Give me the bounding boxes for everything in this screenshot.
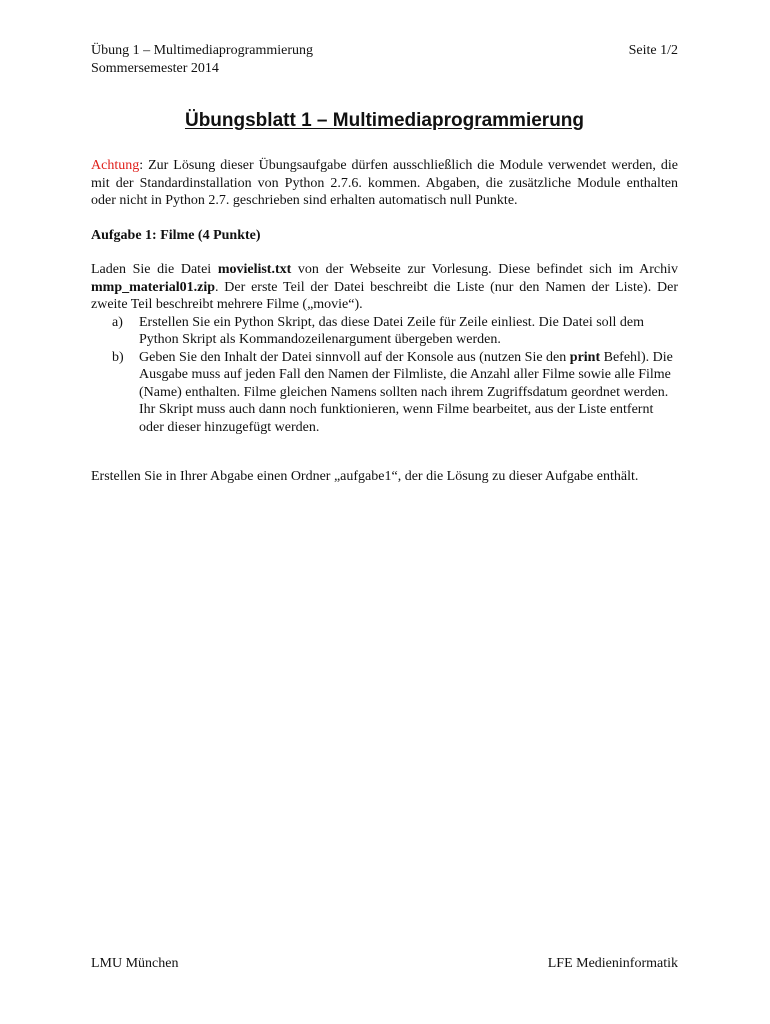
- list-marker: b): [112, 349, 124, 365]
- footer-university: LMU München: [91, 956, 179, 971]
- file-name: movielist.txt: [217, 262, 292, 277]
- intro-text-1: Laden Sie die Datei: [91, 262, 218, 277]
- list-item-b: [91, 349, 678, 437]
- item-b-text-2: Befehl). Die Ausgabe muss auf jeden Fall den Namen der Filmliste, die Anzahl aller Filme sowie alle Filme (Name) enthalten. Filme gleichen Namens sollten nach ihrem Zugriffsdatum geordnet werden. Ihr Skript muss auch dann noch funktionieren, wenn Filme bearbeitet, aus der Liste entfernt oder dieser hinzugefügt werden.: [139, 349, 673, 435]
- document-title: Übungsblatt 1 – Multimediaprogrammierung: [184, 110, 585, 131]
- semester-line: Sommersemester 2014: [91, 61, 219, 76]
- course-line: Übung 1 – Multimediaprogrammierung: [91, 43, 314, 58]
- attention-text: : Zur Lösung dieser Übungsaufgabe dürfen ausschließlich die Module verwendet werden, die mit der Standardinstallation von Python 2.7.6. kommen. Abgaben, die zusätzliche Module enthalten oder nicht in Python 2.7. geschrieben sind erhalten automatisch null Punkte.: [91, 158, 678, 208]
- task1-heading: Aufgabe 1: Filme (4 Punkte): [91, 227, 261, 243]
- footer-department: LFE Medieninformatik: [547, 956, 678, 971]
- list-item-text: [139, 349, 678, 437]
- page-number: Seite 1/2: [628, 43, 678, 58]
- list-marker: a): [112, 314, 123, 330]
- intro-text-2: von der Webseite zur Vorlesung. Diese befindet sich im Archiv: [291, 262, 678, 277]
- page-header: [91, 42, 678, 78]
- task1-intro: [91, 261, 678, 314]
- list-item-text: Erstellen Sie ein Python Skript, das diese Datei Zeile für Zeile einliest. Die Datei soll dem Python Skript als Kommandozeilenargument übergeben werden.: [139, 314, 645, 347]
- attention-paragraph: [91, 157, 678, 210]
- print-keyword: print: [569, 349, 601, 365]
- list-item-a: [91, 314, 678, 349]
- task1-list: [91, 314, 678, 437]
- document-body: [91, 157, 678, 486]
- submission-paragraph: Erstellen Sie in Ihrer Abgabe einen Ordner „aufgabe1“, der die Lösung zu dieser Aufgabe enthält.: [91, 469, 639, 484]
- archive-name: mmp_material01.zip: [91, 279, 216, 295]
- attention-label: Achtung: [91, 158, 140, 173]
- intro-text-3: . Der erste Teil der Datei beschreibt die Liste (nur den Namen der Liste). Der zweite Teil beschreibt mehrere Filme („movie“).: [91, 279, 678, 312]
- page-footer: [91, 955, 678, 973]
- item-b-text-1: Geben Sie den Inhalt der Datei sinnvoll auf der Konsole aus (nutzen Sie den: [139, 349, 570, 365]
